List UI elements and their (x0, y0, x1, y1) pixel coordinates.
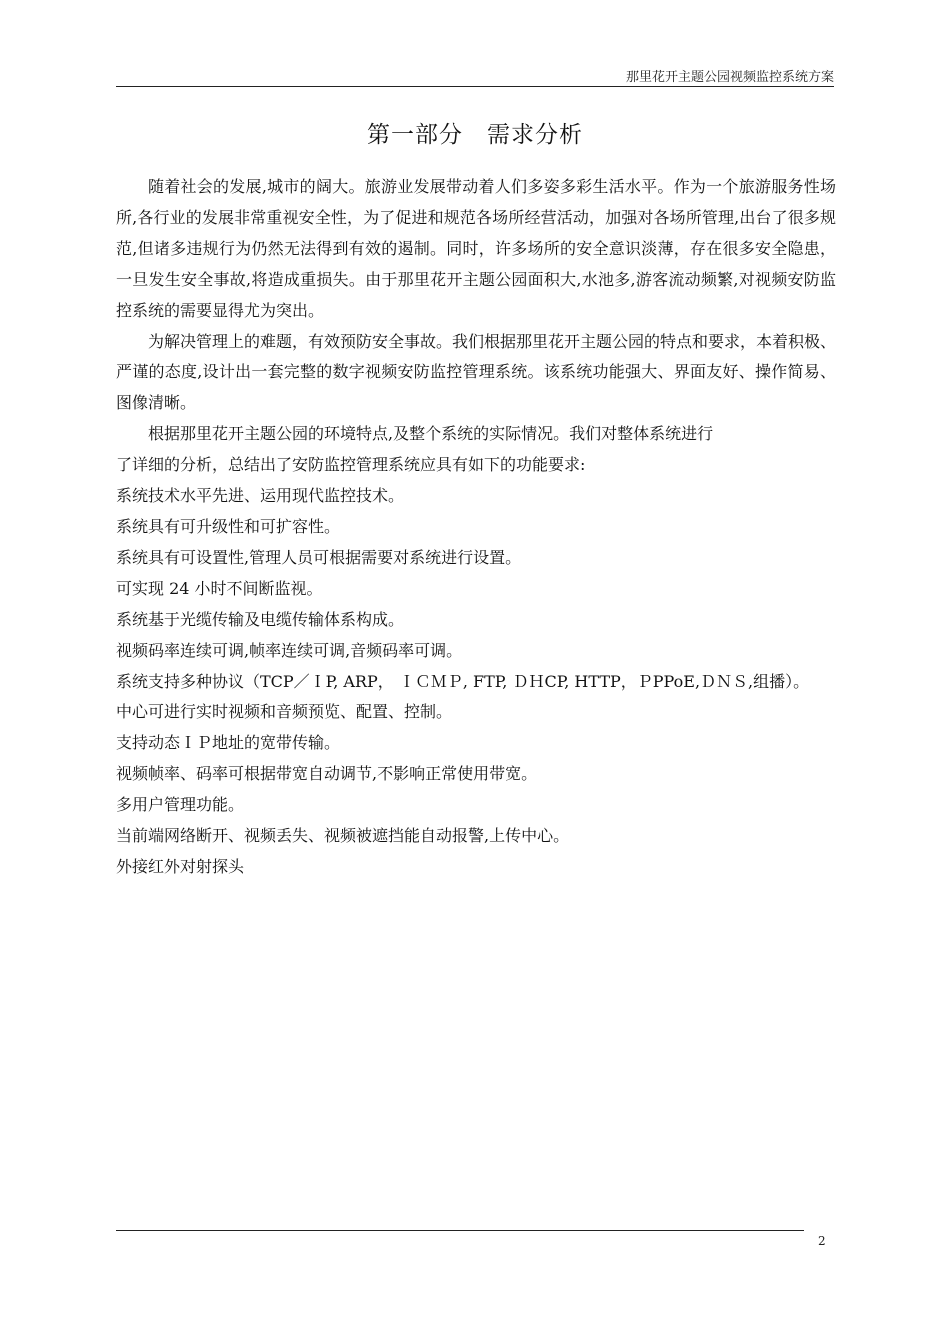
header-divider (116, 86, 834, 87)
list-item: 视频码率连续可调,帧率连续可调,音频码率可调。 (116, 640, 463, 660)
paragraph-analysis-line1: 根据那里花开主题公园的环境特点,及整个系统的实际情况。我们对整体系统进行 (148, 424, 714, 444)
list-item: 系统基于光缆传输及电缆传输体系构成。 (116, 609, 405, 629)
paragraph-background: 随着社会的发展,城市的阔大。旅游业发展带动着人们多姿多彩生活水平。作为一个旅游服务性场所,各行业的发展非常重视安全性，为了促进和规范各场所经营活动，加强对各场所管理,出台了很多规范,但诸多违规行为仍然无法得到有效的遏制。同时，许多场所的安全意识淡薄，存在很多安全隐患，一旦发生安全事故,将造成重损失。由于那里花开主题公园面积大,水池多,游客流动频繁,对视频安防监控系统的需要显得尤为突出。 (116, 177, 836, 320)
list-item: 系统支持多种协议（TCP／ＩP, ARP， ＩＣＭＰ, FTP, ＤＨCP, HTTP，ＰPPoE,ＤＮＳ,组播）。 (116, 671, 810, 691)
list-item: 当前端网络断开、视频丢失、视频被遮挡能自动报警,上传中心。 (116, 826, 570, 846)
list-item: 系统具有可设置性,管理人员可根据需要对系统进行设置。 (116, 547, 522, 567)
section-title (0, 116, 950, 149)
running-header: 那里花开主题公园视频监控系统方案 (625, 70, 834, 85)
list-item: 支持动态ＩＰ地址的宽带传输。 (116, 733, 341, 753)
paragraph-solution: 为解决管理上的难题，有效预防安全事故。我们根据那里花开主题公园的特点和要求，本着积极、严谨的态度,设计出一套完整的数字视频安防监控管理系统。该系统功能强大、界面友好、操作简易、图像清晰。 (116, 331, 837, 413)
list-item: 多用户管理功能。 (116, 795, 245, 815)
list-item: 系统具有可升级性和可扩容性。 (116, 516, 341, 536)
footer-divider (116, 1230, 804, 1231)
document-body (116, 172, 836, 883)
paragraph-analysis-line2: 了详细的分析，总结出了安防监控管理系统应具有如下的功能要求: (116, 455, 586, 475)
list-item: 中心可进行实时视频和音频预览、配置、控制。 (116, 702, 453, 722)
list-item: 视频帧率、码率可根据带宽自动调节,不影响正常使用带宽。 (116, 764, 538, 784)
list-item: 外接红外对射探头 (116, 856, 245, 876)
section-title-name: 需求分析 (487, 122, 583, 148)
list-item: 可实现 24 小时不间断监视。 (116, 578, 323, 598)
paragraph-analysis (116, 419, 836, 481)
page-number: 2 (818, 1234, 826, 1248)
section-title-part: 第一部分 (367, 122, 463, 148)
list-item: 系统技术水平先进、运用现代监控技术。 (116, 486, 405, 506)
requirements-list (116, 481, 836, 883)
